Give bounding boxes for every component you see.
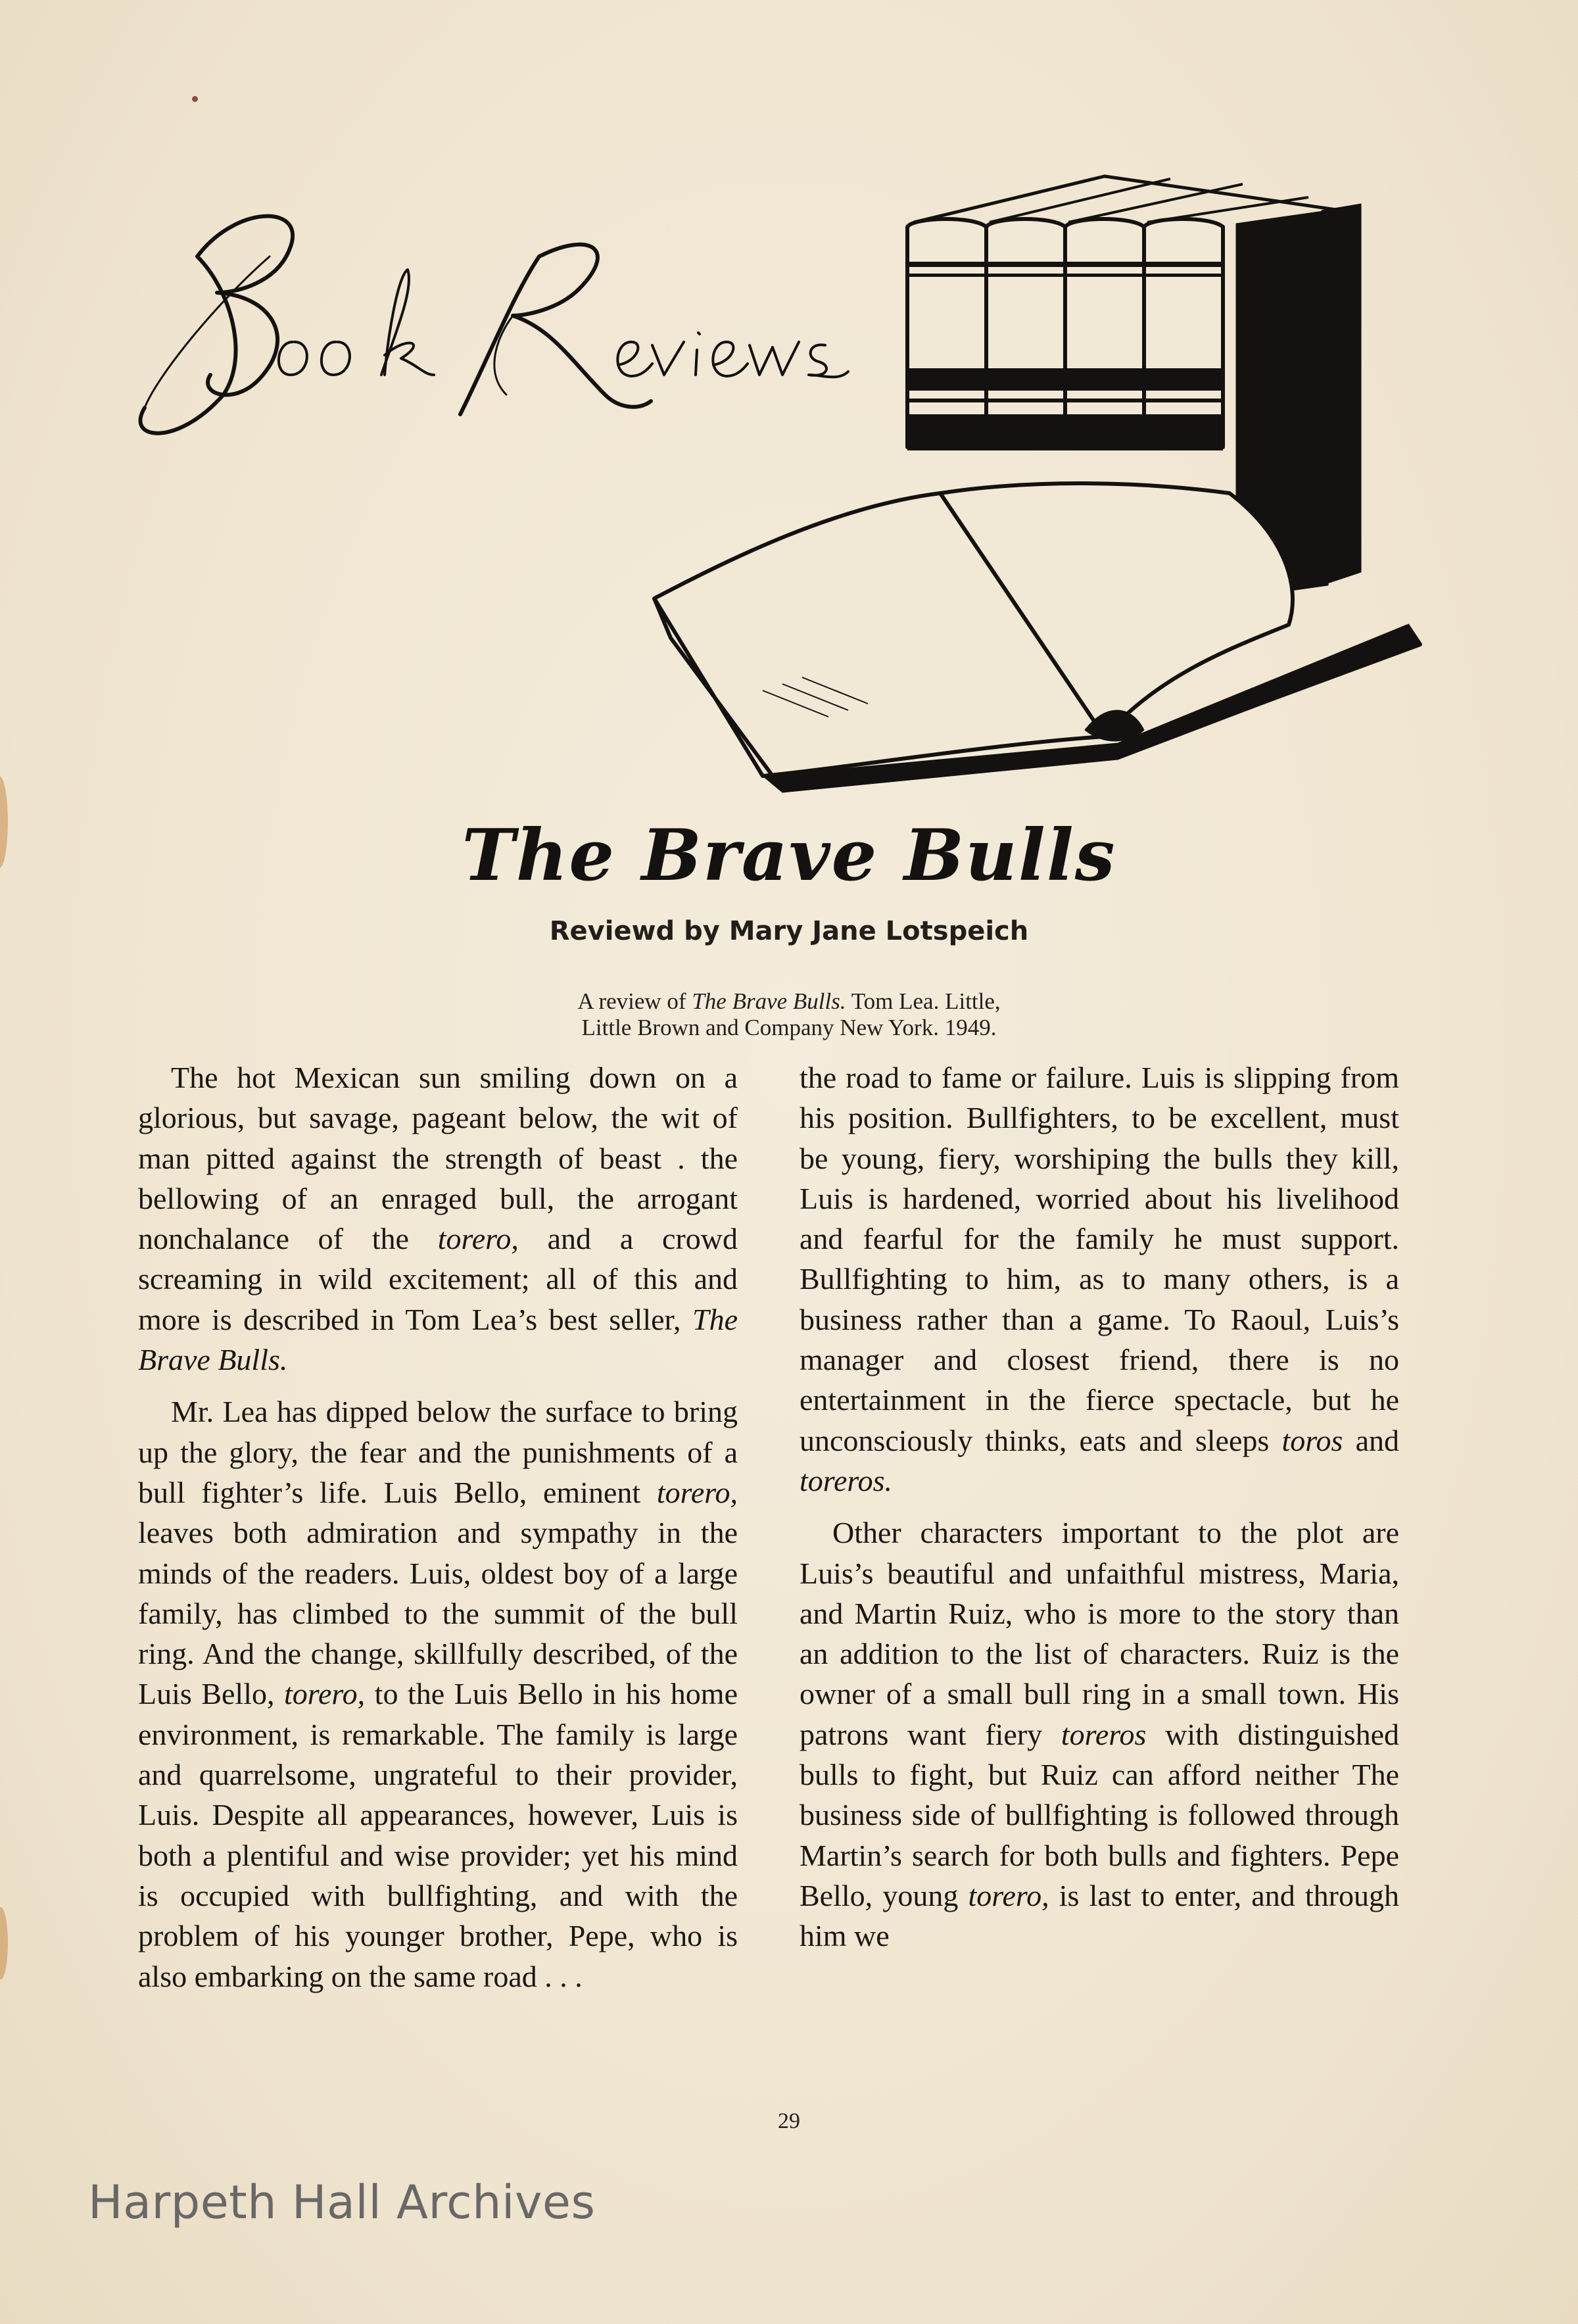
citation-line-1 <box>0 988 1578 1015</box>
italic-run: The Brave Bulls. <box>138 1302 738 1377</box>
right-paragraph-1 <box>800 1057 1399 1501</box>
citation-line-2: Little Brown and Company New York. 1949. <box>581 1015 997 1040</box>
text-run: Other characters important to the plot are Luis’s beautiful and unfaithful mistress, Maria, and Martin Ruiz, who is more to the story than an addition to the list of characters. Ruiz is the owner of a small bull ring in a small town. His patrons want fiery <box>800 1516 1399 1751</box>
italic-run: toros <box>1281 1423 1343 1457</box>
page-number: 29 <box>778 2109 800 2133</box>
archive-watermark: Harpeth Hall Archives <box>88 2175 596 2229</box>
left-paragraph-1 <box>138 1057 738 1380</box>
text-run: leaves both admiration and sympathy in the minds of the readers. Luis, oldest boy of a large family, has climbed to the summit of the bull ring. And the change, skillfully described, of the Luis Bello, <box>138 1516 738 1711</box>
books-illustration <box>631 164 1433 796</box>
right-paragraph-2 <box>800 1513 1399 1956</box>
italic-run: torero, <box>968 1878 1049 1912</box>
paper-fleck <box>192 96 198 102</box>
text-run: to the Luis Bello in his home environment, is remarkable. The family is large and quarrelsome, ungrateful to their provider, Luis. Despite all appearances, however, Luis is both a plentiful and wise provider; yet his mind is occupied with bullfighting, and with the problem of his younger brother, Pepe, who is also embarking on the same road . . . <box>138 1677 738 1993</box>
text-run: the road to fame or failure. Luis is slipping from his position. Bullfighters, to be excellent, must be young, fiery, worshiping the bulls they kill, Luis is hardened, worried about his livelihood and fearful for the family he must support. Bullfighting to him, as to many others, is a business rather than a game. To Raoul, Luis’s manager and closest friend, there is no entertainment in the fierce spectacle, but he unconsciously thinks, eats and sleeps <box>800 1061 1399 1457</box>
left-column <box>138 1057 738 1997</box>
citation-prefix: A review of <box>577 988 692 1014</box>
citation-suffix: Tom Lea. Little, <box>846 988 1001 1014</box>
italic-run: torero, <box>437 1222 519 1256</box>
citation <box>0 988 1578 1041</box>
right-column <box>800 1057 1399 1956</box>
byline: Reviewd by Mary Jane Lotspeich <box>549 916 1029 946</box>
italic-run: toreros. <box>800 1463 892 1497</box>
italic-run: torero, <box>284 1677 366 1711</box>
text-run: is last to enter, and through him we <box>800 1878 1399 1953</box>
text-run: with distinguished bulls to fight, but Ruiz can afford neither The business side of bullfighting is followed through Martin’s search for both bulls and fighters. Pepe Bello, young <box>800 1717 1399 1912</box>
italic-run: torero, <box>656 1475 738 1509</box>
italic-run: toreros <box>1061 1717 1147 1751</box>
left-paragraph-2 <box>138 1392 738 1996</box>
text-run: and <box>1343 1423 1400 1457</box>
text-run: Mr. Lea has dipped below the surface to bring up the glory, the fear and the punishments of a bull fighter’s life. Luis Bello, eminent <box>138 1395 738 1509</box>
text-run: The hot Mexican sun smiling down on a glorious, but savage, pageant below, the wit of man pitted against the strength of beast . the bellowing of an enraged bull, the arrogant nonchalance of the <box>138 1061 738 1256</box>
article-title: The Brave Bulls <box>462 814 1116 897</box>
citation-book-title: The Brave Bulls. <box>692 988 846 1014</box>
text-run: and a crowd screaming in wild excitement; all of this and more is described in Tom Lea’s best seller, <box>138 1222 738 1336</box>
